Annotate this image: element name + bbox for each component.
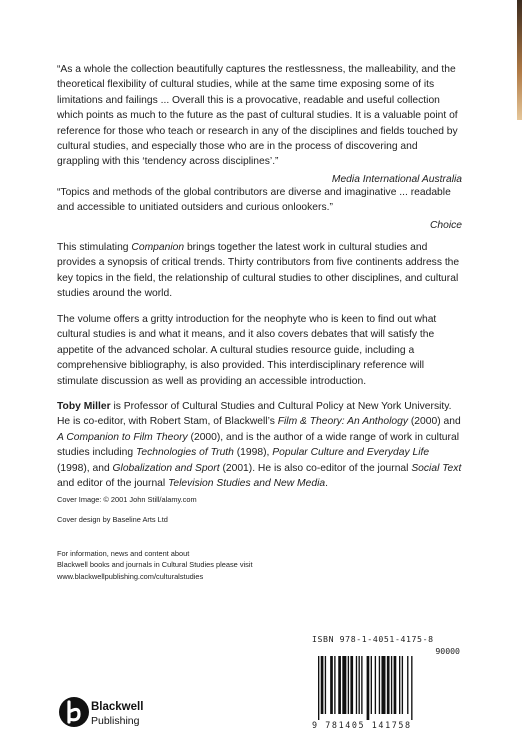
- barcode-bar: [361, 656, 362, 714]
- review-source: Choice: [429, 219, 462, 231]
- barcode-bar: [359, 656, 360, 714]
- journal-title: Television Studies and New Media: [168, 478, 326, 490]
- review-quote: “As a whole the collection beautifully captures the restlessness, the malleability, and the theoretical flexibility of cultural studies, while at the same time exposing some of its limitations and failings ... Overall this is a provocative, readable and useful collection which points as much to the future as the past of cultural studies. It is a valuable point of reference for those who teach or research in any of the disciplines and fields touched by cultural studies, and especially those who are in the process of discovering and grappling with this ‘tendency across disciplines’.”: [57, 64, 458, 168]
- cover-edge-strip: [517, 0, 522, 120]
- bio-text: .: [325, 478, 328, 490]
- barcode-bar: [356, 656, 357, 714]
- book-title: Popular Culture and Everyday Life: [272, 447, 430, 459]
- publisher-name: Blackwell: [91, 701, 144, 713]
- barcode-bar: [387, 656, 390, 714]
- bio-text: and editor of the journal: [57, 478, 169, 490]
- barcode-bar: [391, 656, 392, 714]
- book-title: Technologies of Truth: [136, 447, 234, 459]
- description-text: brings together the latest work in cultural studies and provides a synopsis of critical trends. Thirty contributors from five continents address the key topics in the field, the relationship of cultural studies to other disciplines, and cultural studies around the world.: [57, 242, 460, 300]
- description-text: The volume offers a gritty introduction for the neophyte who is keen to find out what cultural studies is and what it means, and it also covers debates that will satisfy the appetite of the advanced scholar. A cultural studies resource guide, including a comprehensive bibliography, is also provided. This interdisciplinary reference will stimulate discussion as well as providing an accessible introduction.: [57, 314, 437, 387]
- barcode-bar: [379, 656, 380, 714]
- barcode-bar: [394, 656, 397, 714]
- blackwell-logo-icon: [57, 695, 91, 729]
- description-paragraph-2: [57, 312, 462, 389]
- barcode-bar: [407, 656, 408, 714]
- bio-text: (1998),: [233, 447, 273, 459]
- review-quote: “Topics and methods of the global contributors are diverse and imaginative ... readable and accessible to unitiated outsiders and curious onlookers.”: [57, 187, 451, 214]
- barcode-bar: [367, 656, 370, 720]
- barcode-bar: [375, 656, 376, 714]
- book-title: A Companion to Film Theory: [57, 431, 188, 443]
- review-source: Media International Australia: [331, 173, 462, 185]
- isbn-number: ISBN 978-1-4051-4175-8: [312, 634, 434, 644]
- description-text: This stimulating: [57, 242, 132, 253]
- barcode-bar: [342, 656, 346, 714]
- cover-image-credit: Cover Image: © 2001 John Still/alamy.com: [57, 495, 197, 504]
- bio-text: (1998), and: [57, 462, 113, 474]
- barcode-bar: [348, 656, 349, 714]
- bio-text: (2000), and is the author of a wide range of work in cultural studies including: [57, 431, 459, 459]
- barcode-bar: [402, 656, 403, 714]
- info-notice: [57, 548, 253, 582]
- ean-digits: 9 781405 141758: [312, 720, 412, 730]
- barcode-bar: [381, 656, 385, 714]
- cover-design-credit: Cover design by Baseline Arts Ltd: [57, 515, 168, 524]
- barcode-bar: [338, 656, 341, 714]
- bio-text: (2000) and: [408, 416, 461, 428]
- isbn-barcode: [312, 634, 460, 734]
- barcode-bar: [350, 656, 353, 714]
- price-code: 90000: [435, 646, 460, 656]
- book-title: Globalization and Sport: [112, 462, 220, 474]
- barcode-bar: [318, 656, 319, 720]
- bio-text: (2001). He is also co-editor of the journal: [219, 462, 412, 474]
- barcode-bar: [334, 656, 335, 714]
- barcode-bar: [399, 656, 400, 714]
- website-link[interactable]: www.blackwellpublishing.com/culturalstudies: [57, 571, 204, 581]
- info-line: Blackwell books and journals in Cultural Studies please visit: [57, 560, 253, 570]
- description-paragraph-1: [57, 240, 462, 302]
- barcode-bar: [325, 656, 326, 714]
- journal-title: Social Text: [411, 462, 462, 474]
- barcode-bars: [316, 656, 456, 720]
- publisher-logo: [57, 695, 197, 737]
- barcode-bar: [330, 656, 333, 714]
- review-1: [57, 62, 462, 187]
- barcode-bar: [411, 656, 412, 720]
- review-2: [57, 185, 462, 233]
- bio-text: is Professor of Cultural Studies and Cultural Policy at New York University. He is co-editor, with Robert Stam, of Blackwell’s: [57, 401, 452, 428]
- author-name: Toby Miller: [57, 401, 111, 412]
- publisher-sub: Publishing: [91, 715, 140, 727]
- barcode-bar: [371, 656, 372, 714]
- companion-title: Companion: [131, 242, 185, 253]
- author-bio: [57, 399, 462, 491]
- info-line: For information, news and content about: [57, 549, 190, 558]
- book-title: Film & Theory: An Anthology: [277, 416, 409, 428]
- barcode-bar: [321, 656, 324, 714]
